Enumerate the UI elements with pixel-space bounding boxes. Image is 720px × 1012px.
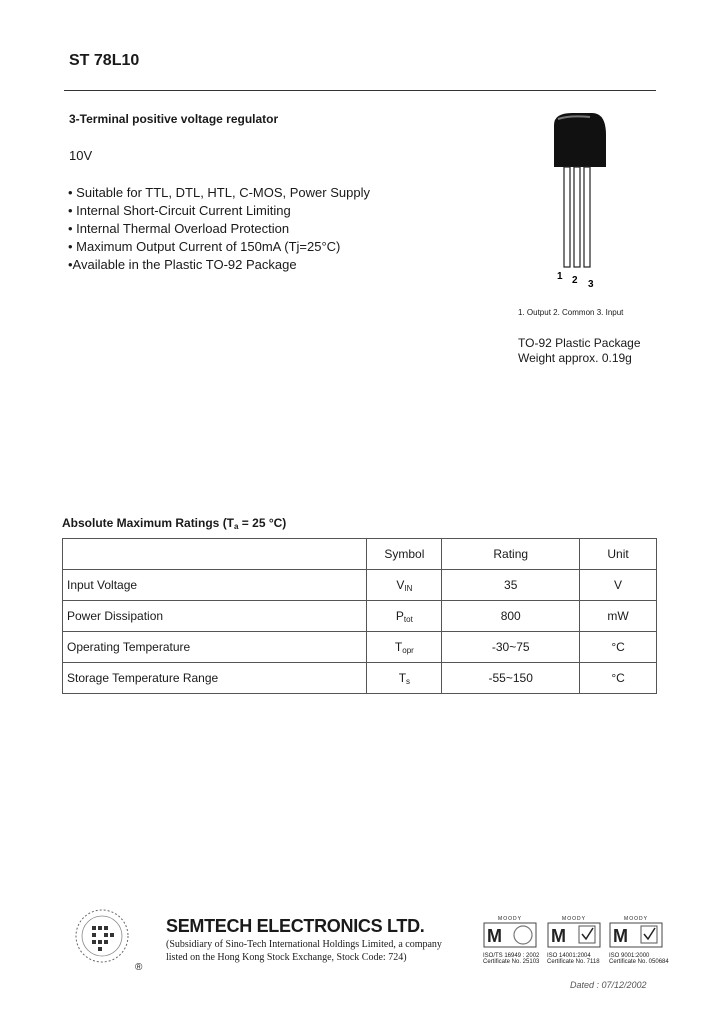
header-cell: Rating (442, 539, 580, 570)
symbol-cell (367, 570, 442, 601)
ratings-title-sub: a (234, 522, 239, 531)
symbol-cell (367, 632, 442, 663)
cert-standard: ISO/TS 16949 : 2002 (483, 953, 540, 959)
company-note-line: listed on the Hong Kong Stock Exchange, Stock Code: 724) (166, 952, 407, 963)
rating-cell: -55~150 (442, 663, 580, 694)
ratings-table (62, 538, 657, 694)
ratings-title-suffix: = 25 °C) (238, 516, 287, 530)
cert-brand: MOODY (562, 916, 586, 922)
unit-cell: °C (580, 632, 657, 663)
cert-badge (609, 916, 669, 965)
cert-mark-letter: M (487, 926, 502, 946)
unit-cell: V (580, 570, 657, 601)
ratings-title-prefix: Absolute Maximum Ratings (T (62, 516, 235, 530)
package-weight: Weight approx. 0.19g (518, 351, 632, 365)
package-info (518, 336, 641, 366)
pin-assignment: 1. Output 2. Common 3. Input (518, 308, 624, 317)
pin-number: 3 (588, 279, 594, 290)
feature-item: • Maximum Output Current of 150mA (Tj=25°C) (68, 239, 341, 254)
document-date: Dated : 07/12/2002 (570, 980, 647, 990)
symbol-main: V (396, 577, 405, 592)
company-note-line: (Subsidiary of Sino-Tech International Holdings Limited, a company (166, 939, 442, 950)
pin-number: 1 (557, 271, 563, 282)
ratings-title (62, 516, 286, 531)
registered-mark: ® (135, 962, 143, 973)
output-voltage: 10V (69, 148, 93, 163)
table-row (63, 663, 657, 694)
header-cell: Unit (580, 539, 657, 570)
feature-list (68, 184, 370, 274)
cert-standard: ISO 14001:2004 (547, 953, 591, 959)
cert-number: Certificate No. 050684 (609, 959, 669, 965)
cert-number: Certificate No. 7118 (547, 959, 600, 965)
cert-mark-letter: M (551, 926, 566, 946)
cert-mark-icon (483, 922, 537, 948)
header-cell: Symbol (367, 539, 442, 570)
symbol-main: P (395, 608, 404, 623)
rating-cell: 35 (442, 570, 580, 601)
pin-2-lead (574, 167, 580, 267)
symbol-cell (367, 601, 442, 632)
table-row (63, 570, 657, 601)
pin-3-lead (584, 167, 590, 267)
cert-mark-icon (547, 922, 601, 948)
feature-item: • Suitable for TTL, DTL, HTL, C-MOS, Power Supply (68, 185, 370, 200)
cert-brand: MOODY (624, 916, 648, 922)
cert-badge (483, 916, 540, 965)
logo-grid (92, 926, 114, 951)
header-divider (64, 90, 656, 91)
pin-1-lead (564, 167, 570, 267)
check-icon (582, 928, 593, 939)
logo-ring (76, 910, 128, 962)
cert-mark-icon (609, 922, 663, 948)
cert-number: Certificate No. 25103 (483, 959, 540, 965)
unit-cell: °C (580, 663, 657, 694)
symbol-sub: opr (402, 645, 414, 655)
cert-brand: MOODY (498, 916, 522, 922)
pin-number: 2 (572, 275, 578, 286)
table-header-row (63, 539, 657, 570)
symbol-main: T (394, 639, 403, 654)
symbol-main: T (398, 670, 407, 685)
feature-item: • Internal Thermal Overload Protection (68, 221, 290, 236)
cert-standard: ISO 9001:2000 (609, 953, 650, 959)
semtech-logo (74, 906, 134, 966)
symbol-sub: tot (403, 614, 413, 624)
rating-cell: 800 (442, 601, 580, 632)
company-name: SEMTECH ELECTRONICS LTD. (166, 916, 425, 936)
package-body (554, 113, 606, 167)
rating-cell: -30~75 (442, 632, 580, 663)
company-subsidiary-note (166, 938, 442, 964)
feature-item: •Available in the Plastic TO-92 Package (68, 257, 297, 272)
parameter-cell: Storage Temperature Range (63, 663, 367, 694)
symbol-sub: s (406, 676, 411, 686)
parameter-cell: Operating Temperature (63, 632, 367, 663)
symbol-cell (367, 663, 442, 694)
table-row (63, 632, 657, 663)
page-title: ST 78L10 (69, 52, 140, 69)
symbol-sub: IN (404, 583, 413, 593)
cert-badge (547, 916, 601, 965)
header-cell (63, 539, 367, 570)
feature-item: • Internal Short-Circuit Current Limiting (68, 203, 291, 218)
parameter-cell: Power Dissipation (63, 601, 367, 632)
parameter-cell: Input Voltage (63, 570, 367, 601)
package-type: TO-92 Plastic Package (518, 336, 641, 350)
device-subtitle: 3-Terminal positive voltage regulator (69, 112, 279, 126)
table-row (63, 601, 657, 632)
cert-mark-letter: M (613, 926, 628, 946)
unit-cell: mW (580, 601, 657, 632)
to92-package-drawing (540, 105, 620, 293)
check-icon (644, 928, 655, 939)
